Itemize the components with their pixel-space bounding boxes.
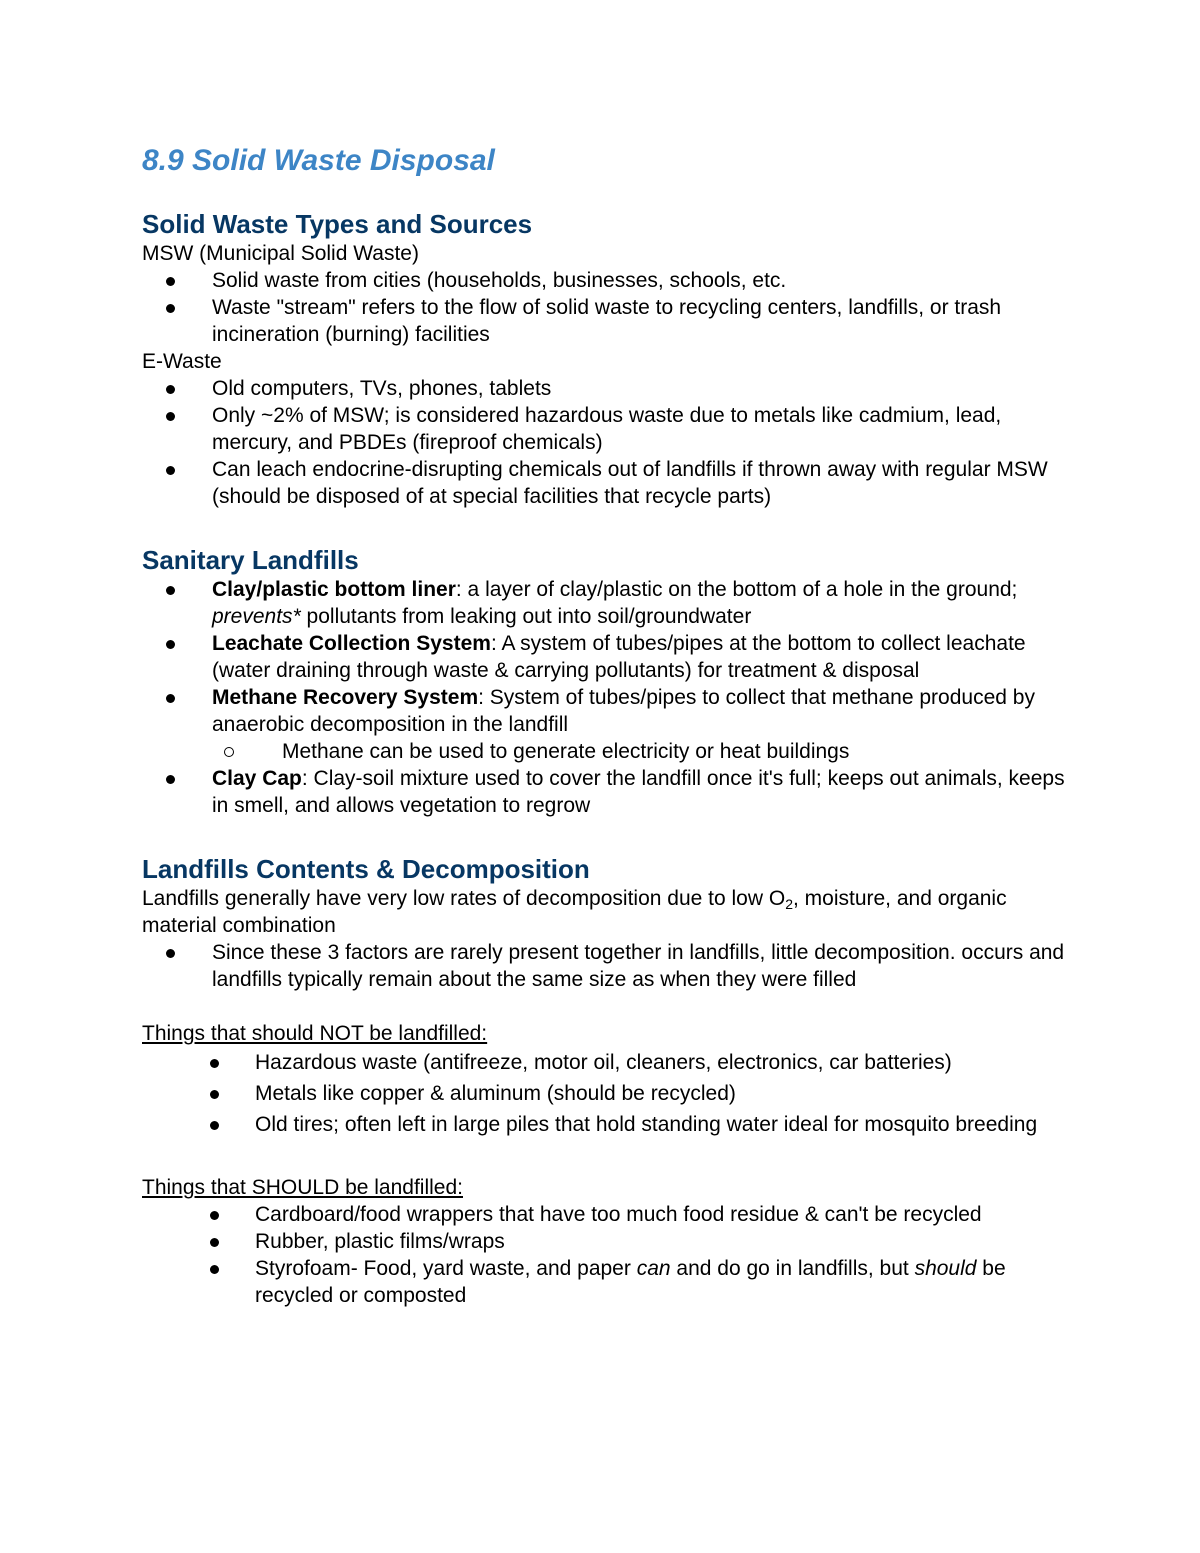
bullet-icon xyxy=(210,1265,219,1274)
bullet-icon xyxy=(210,1211,219,1220)
decomposition-list xyxy=(142,939,1072,993)
bullet-icon xyxy=(210,1090,219,1099)
not-landfilled-label: Things that should NOT be landfilled: xyxy=(142,1022,488,1045)
section-heading-waste-types: Solid Waste Types and Sources xyxy=(142,209,533,239)
list-item: Cardboard/food wrappers that have too much food residue & can't be recycled xyxy=(142,1201,1072,1228)
methane-sub-list xyxy=(212,738,1072,765)
bullet-icon xyxy=(166,694,175,703)
list-item: Old computers, TVs, phones, tablets xyxy=(142,375,1072,402)
bullet-icon xyxy=(166,466,175,475)
list-item: Only ~2% of MSW; is considered hazardous waste due to metals like cadmium, lead, mercury, and PBDEs (fireproof chemicals) xyxy=(142,402,1072,456)
list-item: Methane Recovery System: System of tubes/pipes to collect that methane produced by anaerobic decomposition in the landfill Methane can be used to generate electricity or heat buildings xyxy=(142,684,1072,765)
msw-list xyxy=(142,267,1072,348)
bullet-icon xyxy=(166,640,175,649)
term: Clay Cap xyxy=(212,767,302,790)
list-item: Rubber, plastic films/wraps xyxy=(142,1228,1072,1255)
bullet-icon xyxy=(166,277,175,286)
document-page xyxy=(142,140,1072,1309)
landfill-components-list xyxy=(142,576,1072,819)
bullet-icon xyxy=(166,586,175,595)
ewaste-label: E-Waste xyxy=(142,350,222,373)
section-heading-landfill-contents: Landfills Contents & Decomposition xyxy=(142,854,590,884)
list-item: Clay Cap: Clay-soil mixture used to cover the landfill once it's full; keeps out animals, keeps in smell, and allows vegetation to regrow xyxy=(142,765,1072,819)
term: Clay/plastic bottom liner xyxy=(212,578,456,601)
decomposition-intro: Landfills generally have very low rates of decomposition due to low $O_2$, moisture, and organic material combination xyxy=(142,887,1007,937)
bullet-icon xyxy=(210,1238,219,1247)
should-landfilled-list xyxy=(142,1201,1072,1309)
bullet-icon xyxy=(210,1121,219,1130)
bullet-icon xyxy=(166,775,175,784)
term: Leachate Collection System xyxy=(212,632,491,655)
list-item: Solid waste from cities (households, businesses, schools, etc. xyxy=(142,267,1072,294)
msw-label: MSW (Municipal Solid Waste) xyxy=(142,242,419,265)
list-item: Styrofoam- Food, yard waste, and paper can and do go in landfills, but should be recycled or composted xyxy=(142,1255,1072,1309)
list-item: Hazardous waste (antifreeze, motor oil, cleaners, electronics, car batteries) xyxy=(142,1047,1072,1078)
bullet-icon xyxy=(210,1059,219,1068)
document-title: 8.9 Solid Waste Disposal xyxy=(142,144,495,177)
bullet-icon xyxy=(166,304,175,313)
term: Methane Recovery System xyxy=(212,686,479,709)
list-item: Leachate Collection System: A system of tubes/pipes at the bottom to collect leachate (water draining through waste & carrying pollutants) for treatment & disposal xyxy=(142,630,1072,684)
ewaste-list xyxy=(142,375,1072,510)
bullet-icon xyxy=(166,412,175,421)
list-item: Clay/plastic bottom liner: a layer of clay/plastic on the bottom of a hole in the ground; prevents* pollutants from leaking out into soil/groundwater xyxy=(142,576,1072,630)
list-item: Old tires; often left in large piles that hold standing water ideal for mosquito breeding xyxy=(142,1109,1072,1140)
list-item: Metals like copper & aluminum (should be recycled) xyxy=(142,1078,1072,1109)
section-heading-sanitary-landfills: Sanitary Landfills xyxy=(142,545,359,575)
not-landfilled-list xyxy=(142,1047,1072,1140)
circle-bullet-icon xyxy=(224,747,234,757)
list-item: Can leach endocrine-disrupting chemicals out of landfills if thrown away with regular MSW (should be disposed of at special facilities that recycle parts) xyxy=(142,456,1072,510)
bullet-icon xyxy=(166,385,175,394)
bullet-icon xyxy=(166,949,175,958)
should-landfilled-label: Things that SHOULD be landfilled: xyxy=(142,1176,463,1199)
list-item: Waste "stream" refers to the flow of solid waste to recycling centers, landfills, or trash incineration (burning) facilities xyxy=(142,294,1072,348)
list-item: Since these 3 factors are rarely present together in landfills, little decomposition. occurs and landfills typically remain about the same size as when they were filled xyxy=(142,939,1072,993)
list-item: Methane can be used to generate electricity or heat buildings xyxy=(212,738,1072,765)
